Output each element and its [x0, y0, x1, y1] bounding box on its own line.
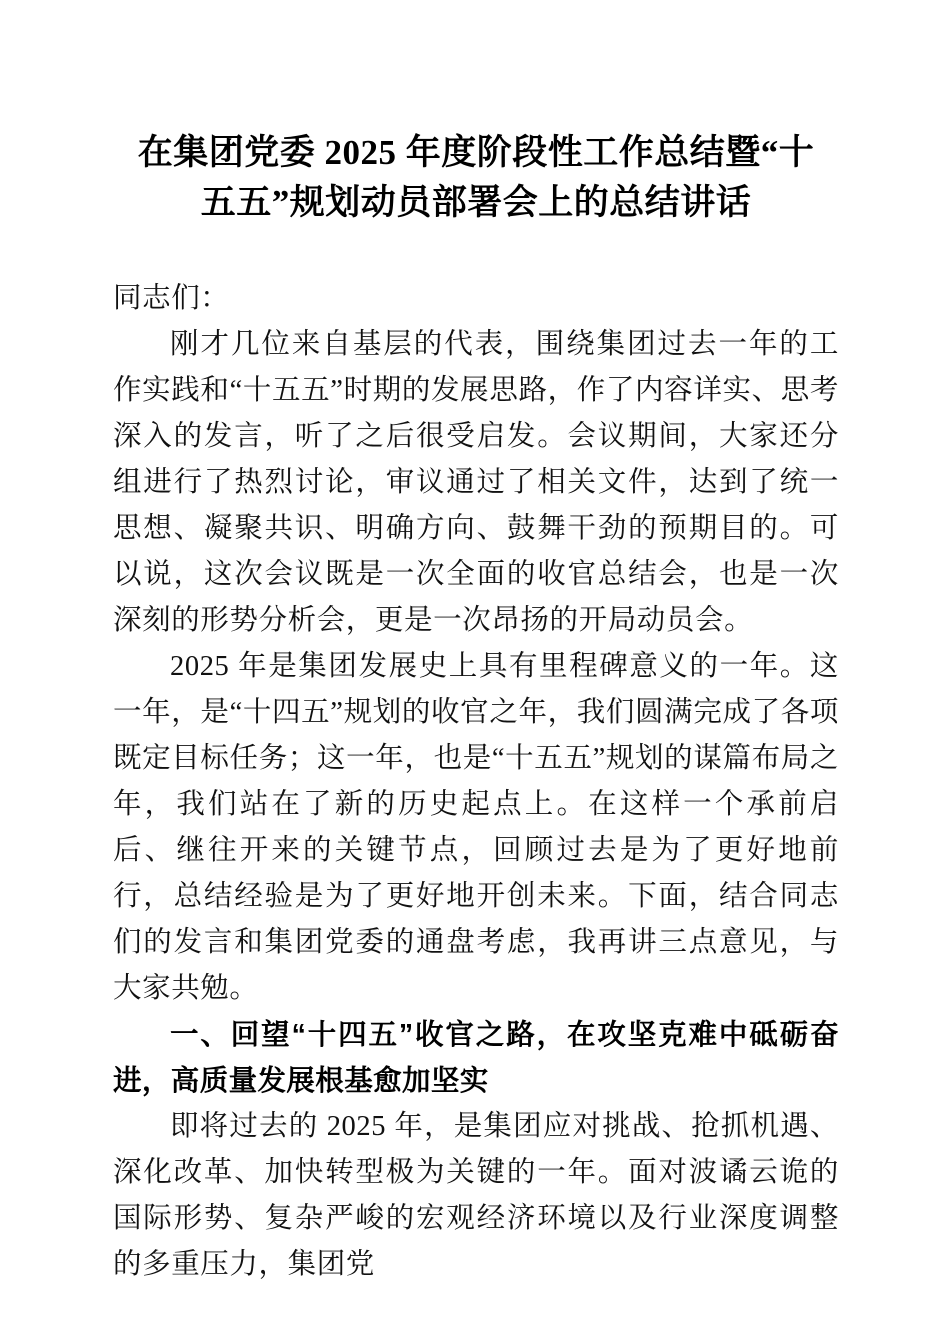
salutation: 同志们：: [113, 283, 230, 314]
paragraph-3: 即将过去的 2025 年，是集团应对挑战、抢抓机遇、深化改革、加快转型极为关键的一年。面对波谲云诡的国际形势、复杂严峻的宏观经济环境以及行业深度调整的多重压力，集团党: [113, 1111, 839, 1280]
paragraph-1: 刚才几位来自基层的代表，围绕集团过去一年的工作实践和“十五五”时期的发展思路，作了内容详实、思考深入的发言，听了之后很受启发。会议期间，大家还分组进行了热烈讨论，审议通过了相关文件，达到了统一思想、凝聚共识、明确方向、鼓舞干劲的预期目的。可以说，这次会议既是一次全面的收官总结会，也是一次深刻的形势分析会，更是一次昂扬的开局动员会。: [113, 329, 839, 636]
paragraph-2: 2025 年是集团发展史上具有里程碑意义的一年。这一年，是“十四五”规划的收官之年，我们圆满完成了各项既定目标任务；这一年，也是“十五五”规划的谋篇布局之年，我们站在了新的历史起点上。在这样一个承前启后、继往开来的关键节点，回顾过去是为了更好地前行，总结经验是为了更好地开创未来。下面，结合同志们的发言和集团党委的通盘考虑，我再讲三点意见，与大家共勉。: [113, 651, 839, 1004]
document-body: [113, 0, 839, 1288]
section-heading-1: 一、回望“十四五”收官之路，在攻坚克难中砥砺奋进，高质量发展根基愈加坚实: [113, 1019, 839, 1097]
page-title-line-1: 在集团党委 2025 年度阶段性工作总结暨“十: [137, 133, 815, 172]
page-title: [113, 0, 839, 228]
page-title-line-2: 五五”规划动员部署会上的总结讲话: [200, 183, 752, 222]
